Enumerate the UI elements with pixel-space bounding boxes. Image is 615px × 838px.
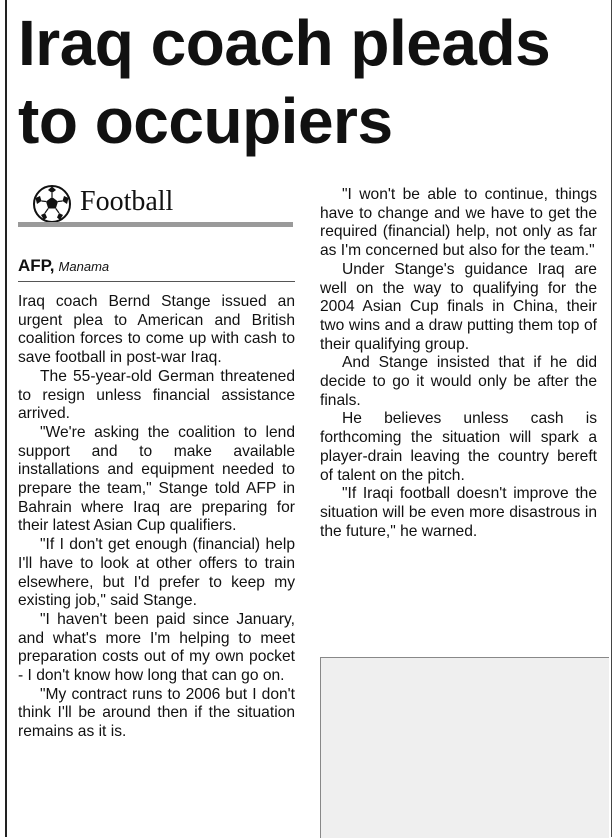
article-paragraph: "I won't be able to continue, things have to change and we have to get the required (financial) help, not only as far as I'm concerned but also for the team." xyxy=(320,186,597,260)
adjacent-gray-panel xyxy=(320,657,609,838)
article-paragraph: Iraq coach Bernd Stange issued an urgent plea to American and British coalition forces to come up with cash to save football in post-war Iraq. xyxy=(18,293,295,367)
section-rule xyxy=(18,222,293,227)
article-paragraph: And Stange insisted that if he did decide to go it would only be after the finals. xyxy=(320,354,597,409)
byline-place: Manama xyxy=(58,259,110,274)
article-column-left xyxy=(18,293,295,742)
headline: Iraq coach pleads to occupiers xyxy=(18,7,551,157)
byline-agency: AFP, xyxy=(18,256,55,275)
section-tag xyxy=(18,182,293,228)
article-paragraph: He believes unless cash is forthcoming the situation will spark a player-drain leaving the country bereft of talent on the pitch. xyxy=(320,410,597,484)
byline-rule xyxy=(18,281,295,282)
article-paragraph: "If Iraqi football doesn't improve the situation will be even more disastrous in the future," he warned. xyxy=(320,485,597,540)
page-border-right xyxy=(611,0,612,837)
article-paragraph: "If I don't get enough (financial) help I'll have to look at other offers to train elsewhere, but I'd prefer to keep my existing job," said Stange. xyxy=(18,536,295,610)
article-paragraph: "I haven't been paid since January, and what's more I'm helping to meet preparation costs out of my own pocket - I don't know how long that can go on. xyxy=(18,610,295,685)
article-paragraph: "My contract runs to 2006 but I don't think I'll be around then if the situation remains as it is. xyxy=(18,685,295,741)
page-border-left xyxy=(5,0,7,837)
section-label: Football xyxy=(80,186,174,217)
football-icon xyxy=(32,184,72,224)
article-paragraph: "We're asking the coalition to lend support and to make available installations and equipment needed to prepare the team," Stange told AFP in Bahrain where Iraq are preparing for their latest Asian Cup qualifiers. xyxy=(18,423,295,535)
article-paragraph: The 55-year-old German threatened to resign unless financial assistance arrived. xyxy=(18,367,295,423)
article-paragraph: Under Stange's guidance Iraq are well on the way to qualifying for the 2004 Asian Cup finals in China, their two wins and a draw putting them top of their qualifying group. xyxy=(320,260,597,353)
article-column-right xyxy=(320,186,597,541)
byline xyxy=(18,256,293,276)
